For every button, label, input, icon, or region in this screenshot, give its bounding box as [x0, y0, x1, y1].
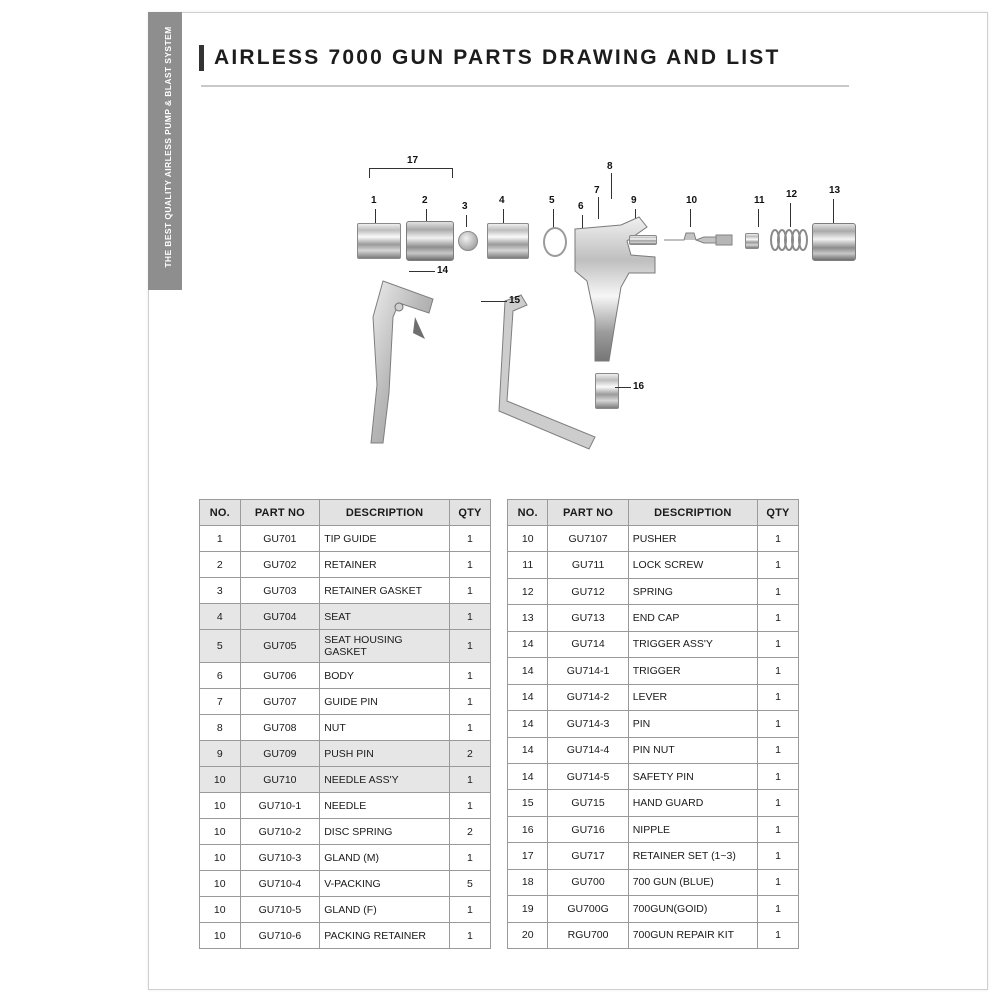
- title-accent-bar: [199, 45, 204, 71]
- table-row: [200, 897, 491, 923]
- cell-description: V-PACKING: [320, 871, 450, 897]
- cell-qty: 1: [757, 684, 798, 710]
- cell-qty: 1: [757, 737, 798, 763]
- cell-qty: 1: [449, 689, 490, 715]
- cell-no: 14: [508, 711, 548, 737]
- cell-no: 4: [200, 604, 241, 630]
- cell-description: 700GUN(GOID): [628, 896, 757, 922]
- cell-description: RETAINER GASKET: [320, 578, 450, 604]
- cell-description: RETAINER: [320, 552, 450, 578]
- callout-11: 11: [754, 195, 765, 206]
- table-row: [200, 741, 491, 767]
- cell-part-no: GU702: [240, 552, 320, 578]
- cell-no: 10: [200, 793, 241, 819]
- cell-qty: 1: [449, 526, 490, 552]
- cell-no: 12: [508, 578, 548, 604]
- callout-12: 12: [786, 189, 798, 200]
- cell-description: SAFETY PIN: [628, 763, 757, 789]
- lead-14: [409, 271, 435, 272]
- table-row: [508, 605, 799, 631]
- cell-no: 2: [200, 552, 241, 578]
- table-row: [508, 552, 799, 578]
- cell-no: 10: [508, 526, 548, 552]
- part-lock-screw: [745, 233, 759, 249]
- cell-qty: 1: [757, 658, 798, 684]
- table-row: [200, 793, 491, 819]
- cell-part-no: GU701: [240, 526, 320, 552]
- cell-qty: 1: [757, 526, 798, 552]
- cell-qty: 1: [449, 578, 490, 604]
- col-header-part: PART NO: [548, 500, 628, 526]
- cell-qty: 1: [757, 578, 798, 604]
- cell-description: GLAND (F): [320, 897, 450, 923]
- col-header-no: NO.: [200, 500, 241, 526]
- cell-part-no: GU706: [240, 663, 320, 689]
- callout-9: 9: [631, 195, 637, 206]
- cell-description: 700GUN REPAIR KIT: [628, 922, 757, 948]
- bracket-left: [369, 168, 370, 178]
- cell-part-no: GU711: [548, 552, 628, 578]
- callout-6: 6: [578, 201, 584, 212]
- exploded-parts-drawing: [209, 123, 929, 473]
- cell-qty: 1: [449, 663, 490, 689]
- cell-qty: 1: [449, 767, 490, 793]
- lead-1: [375, 209, 376, 223]
- cell-part-no: RGU700: [548, 922, 628, 948]
- parts-table-right: [507, 499, 799, 949]
- cell-description: END CAP: [628, 605, 757, 631]
- lead-3: [466, 215, 467, 227]
- cell-description: NUT: [320, 715, 450, 741]
- table-row: [508, 578, 799, 604]
- table-row: [508, 763, 799, 789]
- cell-no: 15: [508, 790, 548, 816]
- cell-description: 700 GUN (BLUE): [628, 869, 757, 895]
- cell-part-no: GU705: [240, 630, 320, 663]
- cell-qty: 1: [757, 711, 798, 737]
- parts-list-tables: [199, 499, 939, 949]
- callout-1: 1: [371, 195, 377, 206]
- col-header-desc: DESCRIPTION: [320, 500, 450, 526]
- cell-no: 10: [200, 767, 241, 793]
- table-header-row: [200, 500, 491, 526]
- cell-part-no: GU710-1: [240, 793, 320, 819]
- cell-qty: 1: [449, 793, 490, 819]
- cell-no: 10: [200, 819, 241, 845]
- cell-description: GLAND (M): [320, 845, 450, 871]
- part-nipple: [595, 373, 619, 409]
- cell-qty: 5: [449, 871, 490, 897]
- part-trigger-assy: [359, 273, 489, 463]
- cell-no: 5: [200, 630, 241, 663]
- table-row: [200, 715, 491, 741]
- table-row: [200, 552, 491, 578]
- bracket-top: [369, 168, 453, 169]
- cell-part-no: GU708: [240, 715, 320, 741]
- cell-description: NEEDLE ASS'Y: [320, 767, 450, 793]
- cell-qty: 1: [757, 843, 798, 869]
- cell-qty: 1: [757, 552, 798, 578]
- lead-15: [481, 301, 507, 302]
- cell-description: SEAT HOUSING GASKET: [320, 630, 450, 663]
- cell-description: PUSH PIN: [320, 741, 450, 767]
- table-row: [508, 816, 799, 842]
- cell-description: SPRING: [628, 578, 757, 604]
- cell-qty: 1: [757, 763, 798, 789]
- table-row: [200, 578, 491, 604]
- lead-5: [553, 209, 554, 229]
- cell-part-no: GU7107: [548, 526, 628, 552]
- cell-part-no: GU713: [548, 605, 628, 631]
- parts-table-left: [199, 499, 491, 949]
- cell-no: 18: [508, 869, 548, 895]
- table-row: [200, 845, 491, 871]
- cell-qty: 1: [449, 715, 490, 741]
- cell-qty: 2: [449, 741, 490, 767]
- cell-part-no: GU714-4: [548, 737, 628, 763]
- cell-no: 14: [508, 684, 548, 710]
- cell-no: 9: [200, 741, 241, 767]
- part-retainer-gasket: [458, 231, 478, 251]
- table-row: [508, 922, 799, 948]
- cell-part-no: GU714-3: [548, 711, 628, 737]
- cell-no: 19: [508, 896, 548, 922]
- cell-description: BODY: [320, 663, 450, 689]
- cell-part-no: GU707: [240, 689, 320, 715]
- title-divider: [201, 85, 849, 87]
- table-row: [508, 684, 799, 710]
- cell-part-no: GU716: [548, 816, 628, 842]
- table-header-row: [508, 500, 799, 526]
- cell-no: 20: [508, 922, 548, 948]
- cell-qty: 1: [449, 630, 490, 663]
- part-seat-housing-gasket: [543, 227, 567, 257]
- cell-no: 8: [200, 715, 241, 741]
- cell-part-no: GU700: [548, 869, 628, 895]
- callout-2: 2: [422, 195, 428, 206]
- table-row: [508, 896, 799, 922]
- cell-description: LOCK SCREW: [628, 552, 757, 578]
- cell-part-no: GU715: [548, 790, 628, 816]
- page-title: AIRLESS 7000 GUN PARTS DRAWING AND LIST: [214, 46, 781, 69]
- lead-4: [503, 209, 504, 223]
- col-header-part: PART NO: [240, 500, 320, 526]
- cell-part-no: GU714: [548, 631, 628, 657]
- table-row: [200, 630, 491, 663]
- table-row: [200, 689, 491, 715]
- callout-3: 3: [462, 201, 468, 212]
- lead-13: [833, 199, 834, 223]
- cell-qty: 1: [449, 923, 490, 949]
- cell-no: 7: [200, 689, 241, 715]
- cell-description: PIN: [628, 711, 757, 737]
- cell-qty: 1: [757, 816, 798, 842]
- part-retainer: [406, 221, 454, 261]
- cell-part-no: GU714-1: [548, 658, 628, 684]
- cell-no: 10: [200, 871, 241, 897]
- part-end-cap: [812, 223, 856, 261]
- cell-description: PIN NUT: [628, 737, 757, 763]
- lead-10: [690, 209, 691, 227]
- callout-7: 7: [594, 185, 600, 196]
- cell-part-no: GU710: [240, 767, 320, 793]
- table-row: [200, 663, 491, 689]
- table-row: [200, 871, 491, 897]
- table-row: [200, 819, 491, 845]
- part-push-pin: [629, 235, 657, 245]
- cell-part-no: GU709: [240, 741, 320, 767]
- cell-description: NEEDLE: [320, 793, 450, 819]
- cell-part-no: GU704: [240, 604, 320, 630]
- cell-part-no: GU714-5: [548, 763, 628, 789]
- cell-qty: 1: [757, 605, 798, 631]
- cell-qty: 1: [449, 845, 490, 871]
- table-row: [508, 526, 799, 552]
- col-header-no: NO.: [508, 500, 548, 526]
- part-seat: [487, 223, 529, 259]
- cell-part-no: GU710-6: [240, 923, 320, 949]
- table-row: [508, 711, 799, 737]
- cell-qty: 1: [449, 897, 490, 923]
- cell-description: TRIGGER: [628, 658, 757, 684]
- cell-description: TIP GUIDE: [320, 526, 450, 552]
- cell-qty: 1: [757, 869, 798, 895]
- cell-no: 14: [508, 631, 548, 657]
- lead-11: [758, 209, 759, 227]
- cell-description: SEAT: [320, 604, 450, 630]
- cell-part-no: GU712: [548, 578, 628, 604]
- callout-13: 13: [829, 185, 841, 196]
- cell-no: 17: [508, 843, 548, 869]
- cell-no: 16: [508, 816, 548, 842]
- cell-part-no: GU717: [548, 843, 628, 869]
- table-row: [508, 869, 799, 895]
- col-header-qty: QTY: [449, 500, 490, 526]
- cell-qty: 1: [757, 922, 798, 948]
- cell-description: HAND GUARD: [628, 790, 757, 816]
- callout-8: 8: [607, 161, 613, 172]
- cell-description: RETAINER SET (1~3): [628, 843, 757, 869]
- callout-14: 14: [437, 265, 449, 276]
- cell-no: 10: [200, 923, 241, 949]
- cell-part-no: GU700G: [548, 896, 628, 922]
- cell-qty: 1: [757, 896, 798, 922]
- table-row: [200, 604, 491, 630]
- col-header-desc: DESCRIPTION: [628, 500, 757, 526]
- cell-no: 11: [508, 552, 548, 578]
- cell-part-no: GU710-5: [240, 897, 320, 923]
- cell-part-no: GU710-4: [240, 871, 320, 897]
- table-row: [200, 767, 491, 793]
- cell-no: 6: [200, 663, 241, 689]
- cell-description: GUIDE PIN: [320, 689, 450, 715]
- cell-no: 14: [508, 658, 548, 684]
- cell-description: TRIGGER ASS'Y: [628, 631, 757, 657]
- cell-qty: 2: [449, 819, 490, 845]
- callout-17: 17: [407, 155, 419, 166]
- callout-4: 4: [499, 195, 505, 206]
- cell-no: 14: [508, 763, 548, 789]
- cell-no: 10: [200, 897, 241, 923]
- table-row: [508, 658, 799, 684]
- cell-part-no: GU703: [240, 578, 320, 604]
- cell-no: 1: [200, 526, 241, 552]
- cell-no: 3: [200, 578, 241, 604]
- page-header: [199, 45, 859, 87]
- cell-no: 10: [200, 845, 241, 871]
- cell-qty: 1: [757, 631, 798, 657]
- cell-no: 14: [508, 737, 548, 763]
- table-row: [508, 737, 799, 763]
- cell-qty: 1: [757, 790, 798, 816]
- callout-10: 10: [686, 195, 698, 206]
- cell-description: DISC SPRING: [320, 819, 450, 845]
- table-row: [508, 631, 799, 657]
- lead-12: [790, 203, 791, 227]
- part-tip-guide: [357, 223, 401, 259]
- lead-16: [615, 387, 631, 388]
- cell-part-no: GU710-3: [240, 845, 320, 871]
- table-row: [508, 843, 799, 869]
- document-page: [148, 12, 988, 990]
- table-row: [508, 790, 799, 816]
- table-row: [200, 923, 491, 949]
- cell-description: PACKING RETAINER: [320, 923, 450, 949]
- cell-description: NIPPLE: [628, 816, 757, 842]
- callout-16: 16: [633, 381, 645, 392]
- cell-qty: 1: [449, 552, 490, 578]
- table-row: [200, 526, 491, 552]
- bracket-right: [452, 168, 453, 178]
- cell-qty: 1: [449, 604, 490, 630]
- side-tab: [148, 12, 182, 290]
- cell-no: 13: [508, 605, 548, 631]
- lead-8: [611, 173, 612, 199]
- side-tab-label: THE BEST QUALITY AIRLESS PUMP & BLAST SYSTEM: [163, 26, 173, 268]
- callout-15: 15: [509, 295, 521, 306]
- callout-5: 5: [549, 195, 555, 206]
- part-needle-assy: [664, 227, 736, 253]
- cell-part-no: GU710-2: [240, 819, 320, 845]
- part-spring: [769, 227, 813, 253]
- cell-description: PUSHER: [628, 526, 757, 552]
- cell-description: LEVER: [628, 684, 757, 710]
- col-header-qty: QTY: [757, 500, 798, 526]
- cell-part-no: GU714-2: [548, 684, 628, 710]
